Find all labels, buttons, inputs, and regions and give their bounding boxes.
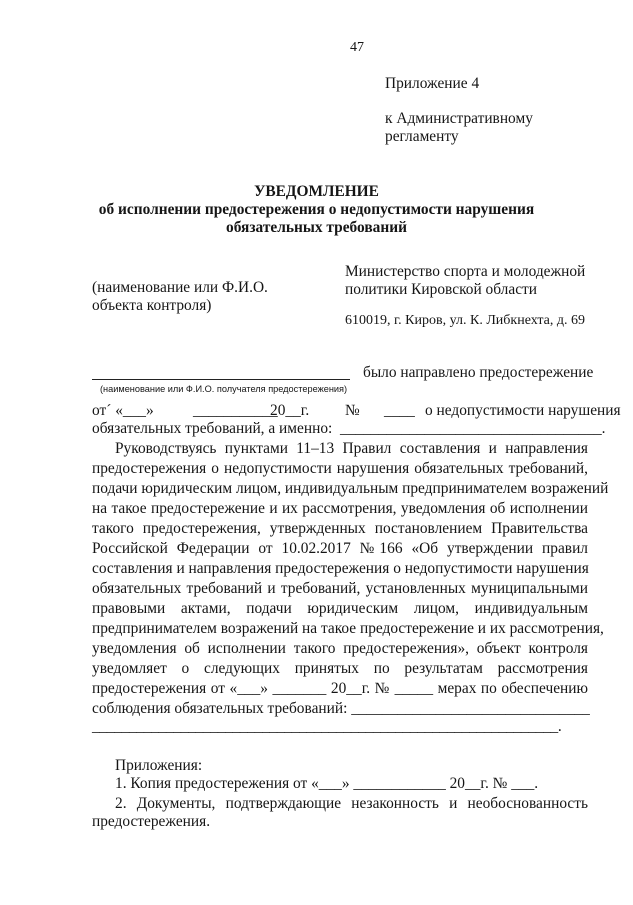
appendix-line: к Административному [385,110,533,127]
body-line: составления и направления предостережения о недопустимости нарушения [92,560,589,577]
recipient-blank [92,379,350,380]
body-line: Российской Федерации от 10.02.2017 №166 «Об утверждении правил [92,540,588,557]
title-line: УВЕДОМЛЕНИЕ [254,183,379,200]
appendix-line: Приложение 4 [385,75,480,92]
recipient-tail: было направлено предостережение [363,364,594,381]
ministry-line: политики Кировской области [345,281,537,298]
attachment-item: 1. Копия предостережения от «___» ____________ 20__г. № ___. [115,775,539,792]
requirements-blank: __________________________________. [340,420,606,437]
body-line: правовыми актами, подачи юридическим лицом, индивидуальным [92,600,588,617]
date-month: ___________ [193,402,278,419]
title-line: об исполнении предостережения о недопустимости нарушения [98,201,535,218]
body-line: предпринимателем возражений на такое предостережение и их рассмотрения, [92,620,604,637]
placeholder-line: объекта контроля) [92,297,212,314]
ministry-address: 610019, г. Киров, ул. К. Либкнехта, д. 69 [345,313,586,328]
body-line: на такое предостережение и их рассмотрения, уведомления об исполнении [92,500,588,517]
body-line: подачи юридическим лицом, индивидуальным предпринимателем возражений [92,480,609,497]
date-about: о недопустимости нарушения [425,402,621,419]
title-line: обязательных требований [226,219,407,236]
page-number: 47 [350,40,364,55]
number-blank: ____ [384,402,415,419]
requirements-text: обязательных требований, а именно: [92,420,333,437]
body-line: такого предостережения, утвержденных постановлением Правительства [92,520,588,537]
body-line: соблюдения обязательных требований: _______________________________ [92,700,590,717]
number-sign: № [345,402,360,419]
closing-blank: _______________________________________________________________. [92,718,562,735]
appendix-line: регламенту [385,128,459,145]
body-line: уведомляет о следующих принятых по результатам рассмотрения [92,660,588,677]
attachments-header: Приложения: [115,757,203,774]
body-line: предостережения от «___» _______ 20__г. № _____ мерах по обеспечению [92,680,588,697]
body-line: Руководствуясь пунктами 11–13 Правил составления и направления [115,440,588,457]
placeholder-line: (наименование или Ф.И.О. [92,279,268,296]
attachment-item: предостережения. [92,813,211,830]
body-line: уведомления об исполнении такого предостережения», объект контроля [92,640,588,657]
body-line: предостережения о недопустимости нарушения обязательных требований, [92,460,588,477]
attachment-item: 2. Документы, подтверждающие незаконность и необоснованность [115,795,588,812]
body-line: обязательных требований и требований, установленных муниципальными [92,580,588,597]
date-year: 20__г. [270,402,310,419]
ministry-line: Министерство спорта и молодежной [345,263,586,280]
recipient-caption: (наименование или Ф.И.О. получателя предостережения) [100,384,348,394]
date-from: от´ «___» [92,402,154,419]
